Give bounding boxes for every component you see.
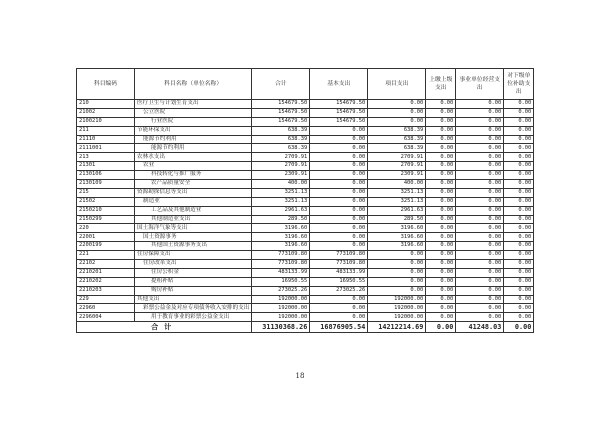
cell-basic: 0.00	[310, 153, 368, 162]
table-row	[77, 215, 534, 224]
cell-total: 273025.26	[252, 286, 310, 295]
cell-subsidy: 0.00	[504, 233, 534, 242]
table-body	[77, 100, 534, 322]
cell-upper: 0.00	[426, 188, 456, 197]
cell-total: 638.39	[252, 135, 310, 144]
cell-code: 2150210	[77, 206, 135, 215]
cell-upper: 0.00	[426, 215, 456, 224]
cell-business: 0.00	[456, 277, 504, 286]
cell-name: 科技转化与推广服务	[135, 171, 252, 180]
cell-project: 3251.13	[368, 188, 426, 197]
cell-basic: 0.00	[310, 197, 368, 206]
cell-business: 0.00	[456, 153, 504, 162]
cell-project: 638.39	[368, 144, 426, 153]
cell-upper: 0.00	[426, 108, 456, 117]
cell-project: 638.39	[368, 135, 426, 144]
cell-basic: 273025.26	[310, 286, 368, 295]
cell-name: 能源节约利用	[135, 144, 252, 153]
cell-name: 提租补贴	[135, 277, 252, 286]
cell-subsidy: 0.00	[504, 135, 534, 144]
cell-project: 0.00	[368, 100, 426, 109]
cell-business: 0.00	[456, 144, 504, 153]
cell-upper: 0.00	[426, 144, 456, 153]
cell-name: 行业医院	[135, 117, 252, 126]
cell-code: 21502	[77, 197, 135, 206]
header-upper: 上缴上级支出	[426, 69, 456, 100]
cell-basic: 0.00	[310, 126, 368, 135]
cell-total: 773109.80	[252, 260, 310, 269]
cell-code: 229	[77, 295, 135, 304]
cell-upper: 0.00	[426, 286, 456, 295]
cell-code: 221	[77, 251, 135, 260]
cell-name: 住房保障支出	[135, 251, 252, 260]
cell-basic: 0.00	[310, 224, 368, 233]
cell-total: 2709.91	[252, 162, 310, 171]
cell-name: 农产品质量安全	[135, 180, 252, 189]
cell-total: 192000.00	[252, 295, 310, 304]
cell-total: 3196.60	[252, 233, 310, 242]
cell-project: 3196.60	[368, 233, 426, 242]
cell-business: 0.00	[456, 251, 504, 260]
cell-upper: 0.00	[426, 162, 456, 171]
cell-name: 其他国土资源事务支出	[135, 242, 252, 251]
cell-business: 0.00	[456, 286, 504, 295]
cell-code: 2111001	[77, 144, 135, 153]
table-row	[77, 233, 534, 242]
cell-business: 0.00	[456, 242, 504, 251]
cell-basic: 773109.80	[310, 251, 368, 260]
expenditure-table	[76, 68, 534, 333]
table-row	[77, 180, 534, 189]
cell-basic: 0.00	[310, 206, 368, 215]
cell-name: 医疗卫生与计划生育支出	[135, 100, 252, 109]
cell-upper: 0.00	[426, 153, 456, 162]
table-header	[77, 69, 534, 100]
cell-upper: 0.00	[426, 260, 456, 269]
cell-business: 0.00	[456, 215, 504, 224]
total-project: 14212214.69	[368, 322, 426, 333]
cell-name: 农业	[135, 162, 252, 171]
cell-project: 192000.00	[368, 313, 426, 322]
cell-project: 0.00	[368, 260, 426, 269]
header-name: 科目名称（单位名称）	[135, 69, 252, 100]
cell-total: 192000.00	[252, 313, 310, 322]
total-row	[77, 322, 534, 333]
cell-business: 0.00	[456, 206, 504, 215]
cell-code: 213	[77, 153, 135, 162]
cell-total: 192000.00	[252, 304, 310, 313]
cell-project: 0.00	[368, 277, 426, 286]
cell-total: 483133.99	[252, 268, 310, 277]
cell-basic: 0.00	[310, 171, 368, 180]
cell-subsidy: 0.00	[504, 108, 534, 117]
cell-total: 154679.50	[252, 100, 310, 109]
total-subsidy: 0.00	[504, 322, 534, 333]
cell-total: 154679.50	[252, 108, 310, 117]
cell-name: 工艺品及其他制造业	[135, 206, 252, 215]
cell-business: 0.00	[456, 295, 504, 304]
cell-total: 3196.60	[252, 224, 310, 233]
cell-subsidy: 0.00	[504, 215, 534, 224]
total-business: 41248.03	[456, 322, 504, 333]
cell-total: 154679.50	[252, 117, 310, 126]
cell-code: 21301	[77, 162, 135, 171]
cell-subsidy: 0.00	[504, 286, 534, 295]
cell-code: 2210203	[77, 286, 135, 295]
table-row	[77, 224, 534, 233]
cell-project: 638.39	[368, 126, 426, 135]
cell-subsidy: 0.00	[504, 224, 534, 233]
cell-total: 638.39	[252, 144, 310, 153]
cell-basic: 0.00	[310, 144, 368, 153]
cell-project: 192000.00	[368, 304, 426, 313]
cell-code: 2130106	[77, 171, 135, 180]
header-subsidy: 对下级单位补助支出	[504, 69, 534, 100]
cell-total: 638.39	[252, 126, 310, 135]
table-row	[77, 108, 534, 117]
cell-code: 2296004	[77, 313, 135, 322]
total-total: 31130368.26	[252, 322, 310, 333]
table-footer	[77, 322, 534, 333]
total-label: 合计	[77, 322, 252, 333]
cell-business: 0.00	[456, 260, 504, 269]
cell-project: 2309.91	[368, 171, 426, 180]
cell-basic: 0.00	[310, 188, 368, 197]
cell-basic: 0.00	[310, 304, 368, 313]
cell-subsidy: 0.00	[504, 180, 534, 189]
cell-upper: 0.00	[426, 206, 456, 215]
cell-name: 能源节约利用	[135, 135, 252, 144]
table-row	[77, 144, 534, 153]
cell-upper: 0.00	[426, 277, 456, 286]
cell-total: 3251.13	[252, 197, 310, 206]
cell-project: 289.50	[368, 215, 426, 224]
table-row	[77, 197, 534, 206]
cell-upper: 0.00	[426, 135, 456, 144]
total-upper: 0.00	[426, 322, 456, 333]
expenditure-table-sheet	[76, 68, 534, 333]
cell-code: 22102	[77, 260, 135, 269]
cell-total: 2709.91	[252, 153, 310, 162]
cell-subsidy: 0.00	[504, 126, 534, 135]
cell-business: 0.00	[456, 108, 504, 117]
cell-business: 0.00	[456, 126, 504, 135]
cell-upper: 0.00	[426, 197, 456, 206]
cell-subsidy: 0.00	[504, 100, 534, 109]
table-row	[77, 268, 534, 277]
cell-business: 0.00	[456, 188, 504, 197]
cell-project: 0.00	[368, 108, 426, 117]
cell-subsidy: 0.00	[504, 162, 534, 171]
cell-subsidy: 0.00	[504, 153, 534, 162]
cell-total: 773109.80	[252, 251, 310, 260]
cell-business: 0.00	[456, 171, 504, 180]
cell-name: 国土资源事务	[135, 233, 252, 242]
table-row	[77, 162, 534, 171]
cell-basic: 0.00	[310, 180, 368, 189]
cell-subsidy: 0.00	[504, 144, 534, 153]
cell-upper: 0.00	[426, 304, 456, 313]
cell-basic: 773109.80	[310, 260, 368, 269]
table-row	[77, 313, 534, 322]
cell-project: 2709.91	[368, 153, 426, 162]
total-basic: 16876905.54	[310, 322, 368, 333]
cell-name: 制造业	[135, 197, 252, 206]
cell-upper: 0.00	[426, 224, 456, 233]
cell-project: 3196.60	[368, 224, 426, 233]
table-row	[77, 251, 534, 260]
cell-upper: 0.00	[426, 117, 456, 126]
cell-upper: 0.00	[426, 100, 456, 109]
cell-total: 400.00	[252, 180, 310, 189]
cell-basic: 16950.55	[310, 277, 368, 286]
cell-subsidy: 0.00	[504, 242, 534, 251]
cell-total: 3251.13	[252, 188, 310, 197]
cell-total: 16950.55	[252, 277, 310, 286]
cell-name: 国土海洋气象等支出	[135, 224, 252, 233]
cell-business: 0.00	[456, 313, 504, 322]
cell-subsidy: 0.00	[504, 188, 534, 197]
cell-upper: 0.00	[426, 313, 456, 322]
cell-basic: 0.00	[310, 233, 368, 242]
cell-project: 0.00	[368, 268, 426, 277]
table-row	[77, 153, 534, 162]
cell-total: 289.50	[252, 215, 310, 224]
table-row	[77, 171, 534, 180]
table-row	[77, 206, 534, 215]
cell-name: 住房公积金	[135, 268, 252, 277]
cell-name: 其他制造业支出	[135, 215, 252, 224]
cell-business: 0.00	[456, 197, 504, 206]
table-row	[77, 286, 534, 295]
cell-basic: 154679.50	[310, 108, 368, 117]
cell-code: 22960	[77, 304, 135, 313]
cell-subsidy: 0.00	[504, 313, 534, 322]
cell-business: 0.00	[456, 100, 504, 109]
cell-upper: 0.00	[426, 295, 456, 304]
cell-name: 节能环保支出	[135, 126, 252, 135]
cell-name: 购房补贴	[135, 286, 252, 295]
cell-total: 2309.91	[252, 171, 310, 180]
cell-business: 0.00	[456, 180, 504, 189]
cell-upper: 0.00	[426, 171, 456, 180]
cell-subsidy: 0.00	[504, 171, 534, 180]
header-total: 合计	[252, 69, 310, 100]
cell-name: 住房改革支出	[135, 260, 252, 269]
cell-project: 192000.00	[368, 295, 426, 304]
cell-name: 用于教育事业的彩票公益金支出	[135, 313, 252, 322]
cell-basic: 483133.99	[310, 268, 368, 277]
cell-project: 0.00	[368, 117, 426, 126]
cell-basic: 154679.50	[310, 100, 368, 109]
cell-project: 3251.13	[368, 197, 426, 206]
cell-project: 2709.91	[368, 162, 426, 171]
table-row	[77, 260, 534, 269]
header-basic: 基本支出	[310, 69, 368, 100]
header-project: 项目支出	[368, 69, 426, 100]
table-row	[77, 100, 534, 109]
cell-basic: 0.00	[310, 242, 368, 251]
page-number: 18	[295, 372, 305, 380]
cell-code: 2200199	[77, 242, 135, 251]
cell-code: 2100210	[77, 117, 135, 126]
table-row	[77, 188, 534, 197]
table-row	[77, 135, 534, 144]
table-row	[77, 295, 534, 304]
cell-code: 220	[77, 224, 135, 233]
cell-project: 3196.60	[368, 242, 426, 251]
cell-business: 0.00	[456, 224, 504, 233]
cell-basic: 0.00	[310, 135, 368, 144]
cell-upper: 0.00	[426, 233, 456, 242]
cell-code: 2130109	[77, 180, 135, 189]
cell-name: 其他支出	[135, 295, 252, 304]
cell-code: 211	[77, 126, 135, 135]
header-code: 科目编码	[77, 69, 135, 100]
cell-business: 0.00	[456, 162, 504, 171]
cell-name: 资源勘探信息等支出	[135, 188, 252, 197]
cell-business: 0.00	[456, 233, 504, 242]
table-row	[77, 304, 534, 313]
cell-business: 0.00	[456, 135, 504, 144]
cell-project: 2961.63	[368, 206, 426, 215]
cell-basic: 154679.50	[310, 117, 368, 126]
cell-name: 公立医院	[135, 108, 252, 117]
cell-name: 农林水支出	[135, 153, 252, 162]
cell-subsidy: 0.00	[504, 295, 534, 304]
cell-upper: 0.00	[426, 242, 456, 251]
cell-code: 210	[77, 100, 135, 109]
cell-project: 0.00	[368, 286, 426, 295]
table-row	[77, 277, 534, 286]
cell-business: 0.00	[456, 117, 504, 126]
cell-upper: 0.00	[426, 126, 456, 135]
cell-business: 0.00	[456, 304, 504, 313]
cell-code: 2210202	[77, 277, 135, 286]
cell-business: 0.00	[456, 268, 504, 277]
cell-project: 0.00	[368, 251, 426, 260]
header-business: 事业单位经营支出	[456, 69, 504, 100]
cell-total: 3196.60	[252, 242, 310, 251]
cell-basic: 0.00	[310, 295, 368, 304]
table-row	[77, 126, 534, 135]
cell-subsidy: 0.00	[504, 251, 534, 260]
cell-upper: 0.00	[426, 268, 456, 277]
table-row	[77, 242, 534, 251]
table-row	[77, 117, 534, 126]
cell-name: 彩票公益金及对应专项债务收入安排的支出	[135, 304, 252, 313]
cell-upper: 0.00	[426, 180, 456, 189]
cell-code: 2210201	[77, 268, 135, 277]
cell-subsidy: 0.00	[504, 117, 534, 126]
cell-code: 22001	[77, 233, 135, 242]
cell-project: 400.00	[368, 180, 426, 189]
cell-subsidy: 0.00	[504, 260, 534, 269]
cell-total: 2961.63	[252, 206, 310, 215]
cell-code: 2150299	[77, 215, 135, 224]
cell-subsidy: 0.00	[504, 206, 534, 215]
cell-basic: 0.00	[310, 162, 368, 171]
cell-code: 215	[77, 188, 135, 197]
cell-subsidy: 0.00	[504, 197, 534, 206]
cell-subsidy: 0.00	[504, 304, 534, 313]
cell-code: 21002	[77, 108, 135, 117]
cell-upper: 0.00	[426, 251, 456, 260]
cell-subsidy: 0.00	[504, 277, 534, 286]
cell-code: 21110	[77, 135, 135, 144]
cell-basic: 0.00	[310, 313, 368, 322]
cell-basic: 0.00	[310, 215, 368, 224]
cell-subsidy: 0.00	[504, 268, 534, 277]
